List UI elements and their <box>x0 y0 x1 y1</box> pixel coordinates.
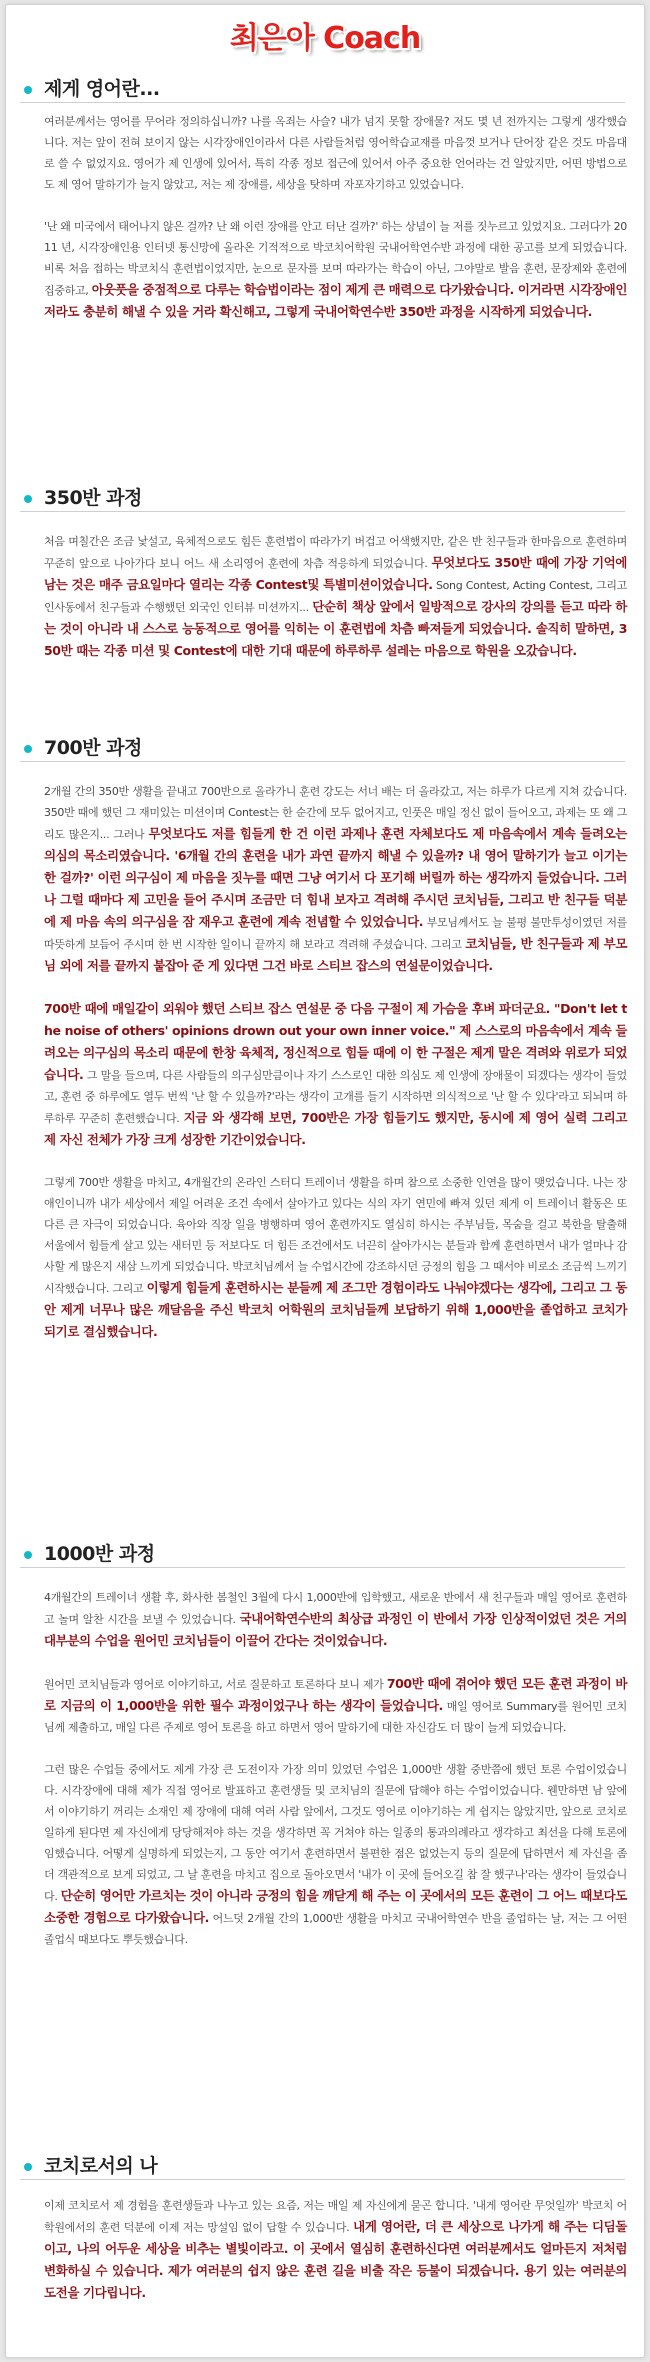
body-text: 부모님께서도 늘 불평 불만투성이였던 저를 따뜻하게 보듬어 주시며 한 번 시작한 일이니 끝까지 해 보라고 격려해 주셨습니다. 그리고 <box>44 916 627 951</box>
paragraph <box>44 2195 627 2304</box>
section-title: 700반 과정 <box>44 737 142 759</box>
highlight-text: 단순히 영어만 가르치는 것이 아니라 긍정의 힘을 깨닫게 해 주는 이 곳에서의 모든 훈련이 그 어느 때보다도 소중한 경험으로 다가왔습니다. <box>44 1888 627 1925</box>
highlight-text: 내게 영어란, 더 큰 세상으로 나가게 해 주는 디딤돌이고, 나의 어두운 세상을 비추는 별빛이라고. 이 곳에서 열심히 훈련하신다면 여러분께서도 얼마든지 저처럼 변화하실 수 있습니다. 제가 여러분의 쉽지 않은 훈련 길을 비출 작은 등불이 되겠습니다. 용기 있는 여러분의 도전을 기다립니다. <box>44 2219 628 2300</box>
section-header-coach <box>20 2154 625 2180</box>
page-title: 최은아 Coach <box>229 21 421 56</box>
section-body-350 <box>44 531 627 662</box>
body-text: 원어민 코치님들과 영어로 이야기하고, 서로 질문하고 토론하다 보니 제가 <box>44 1678 387 1691</box>
body-text: 어느덧 2개월 간의 1,000반 생활을 마치고 국내어학연수 반을 졸업하는 날, 저는 그 어떤 졸업식 때보다도 뿌듯했습니다. <box>44 1912 628 1946</box>
paragraph <box>44 111 627 195</box>
section-header-english <box>20 77 625 103</box>
highlight-text: 700반 때에 겪어야 했던 모든 훈련 과정이 바로 지금의 이 1,000반을 위한 필수 과정이었구나 하는 생각이 들었습니다. <box>44 1676 627 1713</box>
body-text: Song Contest, Acting Contest, 그리고 인사동에서 친구들과 수행했던 외국인 인터뷰 미션까지... <box>44 579 627 614</box>
body-text: 매일 영어로 Summary를 원어민 코치님께 제출하고, 매일 다른 주제로 영어 토론을 하고 하면서 영어 말하기에 대한 자신감도 더 많이 늘게 되었습니다. <box>44 1700 627 1734</box>
bullet-icon <box>24 1551 32 1559</box>
paragraph <box>44 216 627 323</box>
body-text: 여러분께서는 영어를 무어라 정의하십니까? 나를 옥죄는 사슬? 내가 넘지 못할 장애물? 저도 몇 년 전까지는 그렇게 생각했습니다. 저는 앞이 전혀 보이지 않는 시각장애인이라서 다른 사람들처럼 영어학습교재를 마음껏 보거나 단어장 같은 것도 마음대로 쓸 수 없었지요. 영어가 제 인생에 있어서, 특히 각종 정보 접근에 있어서 아주 중요한 언어라는 건 알았지만, 어떤 방법으로도 제 영어 말하기가 늘지 않았고, 저는 제 장애를, 세상을 탓하며 자포자기하고 있었습니다. <box>44 115 627 191</box>
body-text: 처음 며칠간은 조금 낯설고, 육체적으로도 힘든 훈련법이 따라가기 버겁고 어색했지만, 같은 반 친구들과 한마음으로 훈련하며 꾸준히 앞으로 나아가다 보니 어느 새 소리영어 훈련에 차츰 적응하게 되었습니다. <box>44 535 627 570</box>
body-text: 그 말을 들으며, 다른 사람들의 의구심만큼이나 자기 스스로인 대한 의심도 제 인생에 장애물이 되겠다는 생각이 들었고, 훈련 중 하루에도 열두 번씩 '난 할 수 있을까?'라는 생각이 고개를 들기 시작하면 의식적으로 '난 할 수 있다'라고 되뇌며 하루하루 꾸준히 훈련했습니다. <box>44 1069 627 1125</box>
bullet-icon <box>24 495 32 503</box>
paragraph <box>44 1759 627 1950</box>
body-text: 그렇게 700반 생활을 마치고, 4개월간의 온라인 스터디 트레이너 생활을 하며 참으로 소중한 인연을 많이 맺었습니다. 나는 장애인이니까 내가 세상에서 제일 어려운 조건 속에서 살아가고 있다는 식의 자기 연민에 빠져 있던 제게 이 트레이너 활동은 또 다른 큰 자극이 되었습니다. 육아와 직장 일을 병행하며 영어 훈련까지도 열심히 하시는 주부님들, 목숨을 걸고 북한을 탈출해 서울에서 힘들게 살고 있는 새터민 등 저보다도 더 힘든 조건에서도 너끈히 살아가시는 분들과 함께 훈련하면서 내가 얼마나 감사할 게 많은지 새삼 느끼게 되었습니다. 박코치님께서 늘 수업시간에 강조하시던 긍정의 힘을 그 때서야 비로소 조금씩 느끼기 시작했습니다. 그리고 <box>44 1176 627 1295</box>
section-header-1000 <box>20 1542 625 1568</box>
highlight-text: 무엇보다도 저를 힘들게 한 건 이런 과제나 훈련 자체보다도 제 마음속에서 계속 들려오는 의심의 목소리였습니다. '6개월 간의 훈련을 내가 과연 끝까지 해낼 수 있을까? 내 영어 말하기가 늘고 이기는 한 걸까?' 이런 의구심이 제 마음을 짓누를 때면 그냥 여기서 다 포기해 버릴까 하는 생각까지 들었습니다. 그러나 그럴 때마다 제 고민을 들어 주시며 조금만 더 힘내 보자고 격려해 주시던 코치님들, 그리고 반 친구들 덕분에 제 마음 속의 의구심을 잠 재우고 훈련에 계속 전념할 수 있었습니다. <box>44 826 627 929</box>
highlight-text: 이렇게 힘들게 훈련하시는 분들께 제 조그만 경험이라도 나눠야겠다는 생각에, 그리고 그 동안 제게 너무나 많은 깨달음을 주신 박코치 어학원의 코치님들께 보답하기 위해 1,000반을 졸업하고 코치가 되기로 결심했습니다. <box>44 1280 628 1339</box>
paragraph <box>44 998 627 1151</box>
highlight-text: 700반 때에 매일같이 외워야 했던 스티브 잡스 연설문 중 다음 구절이 제 가슴을 후벼 파더군요. "Don't let the noise of others' opinions drown out your own inner voice." 제 스스로의 마음속에서 계속 들려오는 의구심의 목소리 때문에 한창 육체적, 정신적으로 힘들 때에 이 한 구절은 제게 말은 격려와 위로가 되었습니다. <box>44 1001 627 1082</box>
section-body-700 <box>44 781 627 1343</box>
highlight-text: 무엇보다도 350반 때에 가장 기억에 남는 것은 매주 금요일마다 열리는 각종 Contest및 특별미션이었습니다. <box>44 555 627 592</box>
body-text: 2개월 간의 350반 생활을 끝내고 700반으로 올라가니 훈련 강도는 서너 배는 더 올라갔고, 저는 하루가 다르게 지쳐 갔습니다. 350반 때에 했던 그 재미있는 미션이며 Contest는 한 순간에 모두 없어지고, 인풋은 매일 정신 없이 들어오고, 과제는 또 왜 그리도 많은지... 그러나 <box>44 785 627 841</box>
body-text: '난 왜 미국에서 태어나지 않은 걸까? 난 왜 이런 장애를 안고 터난 걸까?' 하는 상념이 늘 저를 짓누르고 있었지요. 그러다가 2011 년, 시각장애인용 인터넷 통신망에 올라온 기적적으로 박코치어학원 국내어학연수반 과정에 대한 공고를 보게 되었습니다. 비록 처음 접하는 박코치식 훈련법이었지만, 눈으로 문자를 보며 따라가는 학습이 아닌, 그야말로 발음 훈련, 문장제와 훈련에 집중하고, <box>44 220 627 297</box>
section-header-700 <box>20 736 625 762</box>
section-body-english <box>44 111 627 323</box>
highlight-text: 국내어학연수반의 최상급 과정인 이 반에서 가장 인상적이었던 것은 거의 대부분의 수업을 원어민 코치님들이 이끌어 간다는 것이었습니다. <box>44 1611 627 1648</box>
body-text: 이제 코치로서 제 경험을 훈련생들과 나누고 있는 요즘, 저는 매일 제 자신에게 묻곤 합니다. '내게 영어란 무엇일까' 박코치 어학원에서의 훈련 덕분에 이제 저는 망설임 없이 답할 수 있습니다. <box>44 2199 627 2234</box>
highlight-text: 코치님들, 반 친구들과 제 부모님 외에 저를 끝까지 붙잡아 준 게 있다면 그건 바로 스티브 잡스의 연설문이었습니다. <box>44 936 627 973</box>
bullet-icon <box>24 745 32 753</box>
paragraph <box>44 531 627 662</box>
body-text: 그런 많은 수업들 중에서도 제게 가장 큰 도전이자 가장 의미 있었던 수업은 1,000반 생활 중반쯤에 했던 토론 수업이었습니다. 시각장애에 대해 제가 직접 영어로 발표하고 훈련생들 및 코치님의 질문에 답해야 하는 수업이었습니다. 웬만하면 남 앞에서 이야기하기 꺼리는 소재인 제 장애에 대해 여러 사람 앞에서, 그것도 영어로 이야기하는 게 쉽지는 않았지만, 앞으로 코치로 일하게 된다면 제 자신에게 당당해져야 하는 것을 생각하면 꼭 거쳐야 하는 일종의 통과의례라고 생각하고 최선을 다해 토론에 임했습니다. 어떻게 실명하게 되었는지, 그 동안 여기서 훈련하면서 불편한 점은 없었는지 등의 질문에 답하면서 제 자신을 좀더 객관적으로 보게 되었고, 그 날 훈련을 마치고 집으로 돌아오면서 '내가 이 곳에 들어오길 참 잘 했구나'라는 생각이 들었습니다. <box>44 1763 627 1903</box>
paragraph <box>44 1172 627 1343</box>
highlight-text: 단순히 책상 앞에서 일방적으로 강사의 강의를 듣고 따라 하는 것이 아니라 내 스스로 능동적으로 영어를 익히는 이 훈련법에 차츰 빠져들게 되었습니다. 솔직히 말하면, 350반 때는 각종 미션 및 Contest에 대한 기대 때문에 하루하루 설레는 마음으로 학원을 오갔습니다. <box>44 599 627 658</box>
highlight-text: 아웃풋을 중점적으로 다루는 학습법이라는 점이 제게 큰 매력으로 다가왔습니다. 이거라면 시각장애인 저라도 충분히 해낼 수 있을 거라 확신해고, 그렇게 국내어학연수반 350반 과정을 시작하게 되었습니다. <box>44 282 627 319</box>
section-header-350 <box>20 486 625 512</box>
section-body-1000 <box>44 1587 627 1950</box>
paragraph <box>44 781 627 977</box>
body-text: 4개월간의 트레이너 생활 후, 화사한 봄철인 3월에 다시 1,000반에 입학했고, 새로운 반에서 새 친구들과 매일 영어로 훈련하고 놀며 알찬 시간을 보낼 수 있었습니다. <box>44 1591 627 1626</box>
highlight-text: 지금 와 생각해 보면, 700반은 가장 힘들기도 했지만, 동시에 제 영어 실력 그리고 제 자신 전체가 가장 크게 성장한 기간이었습니다. <box>44 1110 628 1147</box>
section-title: 제게 영어란... <box>44 78 160 100</box>
section-body-coach <box>44 2195 627 2304</box>
page-card <box>5 4 645 2358</box>
paragraph <box>44 1587 627 1652</box>
section-title: 350반 과정 <box>44 487 142 509</box>
bullet-icon <box>24 86 32 94</box>
section-title: 코치로서의 나 <box>44 2155 158 2177</box>
bullet-icon <box>24 2163 32 2171</box>
paragraph <box>44 1673 627 1738</box>
section-title: 1000반 과정 <box>44 1543 155 1565</box>
